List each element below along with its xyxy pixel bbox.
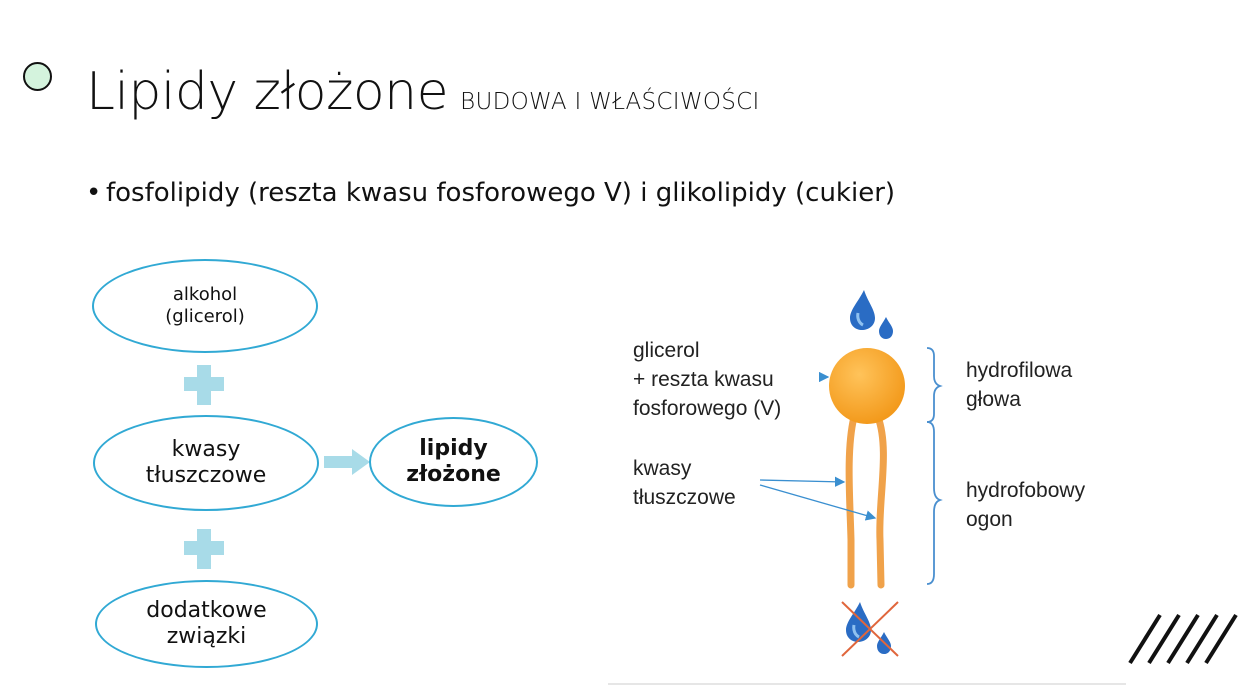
label-hydrofilowa-glowa: hydrofilowa głowa [966, 359, 1073, 411]
brace-head [927, 348, 940, 422]
arrow-to-tail [760, 485, 875, 518]
hydrophilic-head [829, 348, 905, 424]
plus-icon [184, 529, 224, 569]
brace-tail [927, 422, 940, 584]
ellipse-kwasy [93, 415, 319, 511]
title-subtitle: BUDOWA I WŁAŚCIWOŚCI [460, 89, 760, 115]
label-glicerol: glicerol + reszta kwasu fosforowego (V) [633, 339, 782, 420]
ellipse-alkohol [92, 259, 318, 353]
water-drop-icon [846, 602, 871, 642]
bullet-text: fosfolipidy (reszta kwasu fosforowego V) i glikolipidy (cukier) [106, 178, 896, 208]
slide-bullet-circle [23, 62, 52, 91]
ellipse-dodatkowe [95, 580, 318, 668]
arrow-right-icon [324, 449, 370, 475]
page-title [86, 62, 760, 122]
ellipse-dodatkowe-label: dodatkowe związki [146, 598, 267, 649]
fatty-acid-tail [849, 417, 854, 585]
bullet-point [86, 178, 895, 208]
water-drop-icon [850, 290, 875, 330]
fatty-acid-tail [878, 417, 883, 585]
label-kwasy-tluszczowe: kwasy tłuszczowe [633, 457, 736, 509]
bullet-dot-icon: • [86, 178, 102, 208]
arrow-to-tail [760, 480, 844, 482]
ellipse-lipidy-zlozone [369, 417, 538, 507]
ellipse-alkohol-label: alkohol (glicerol) [165, 284, 245, 327]
title-main: Lipidy złożone [86, 62, 449, 122]
label-hydrofobowy-ogon: hydrofobowy ogon [966, 479, 1086, 531]
water-drop-icon [879, 317, 893, 339]
plus-icon [184, 365, 224, 405]
ellipse-lipidy-label: lipidy złożone [406, 436, 501, 487]
decorative-slashes-icon [1128, 613, 1238, 665]
ellipse-kwasy-label: kwasy tłuszczowe [145, 437, 267, 488]
